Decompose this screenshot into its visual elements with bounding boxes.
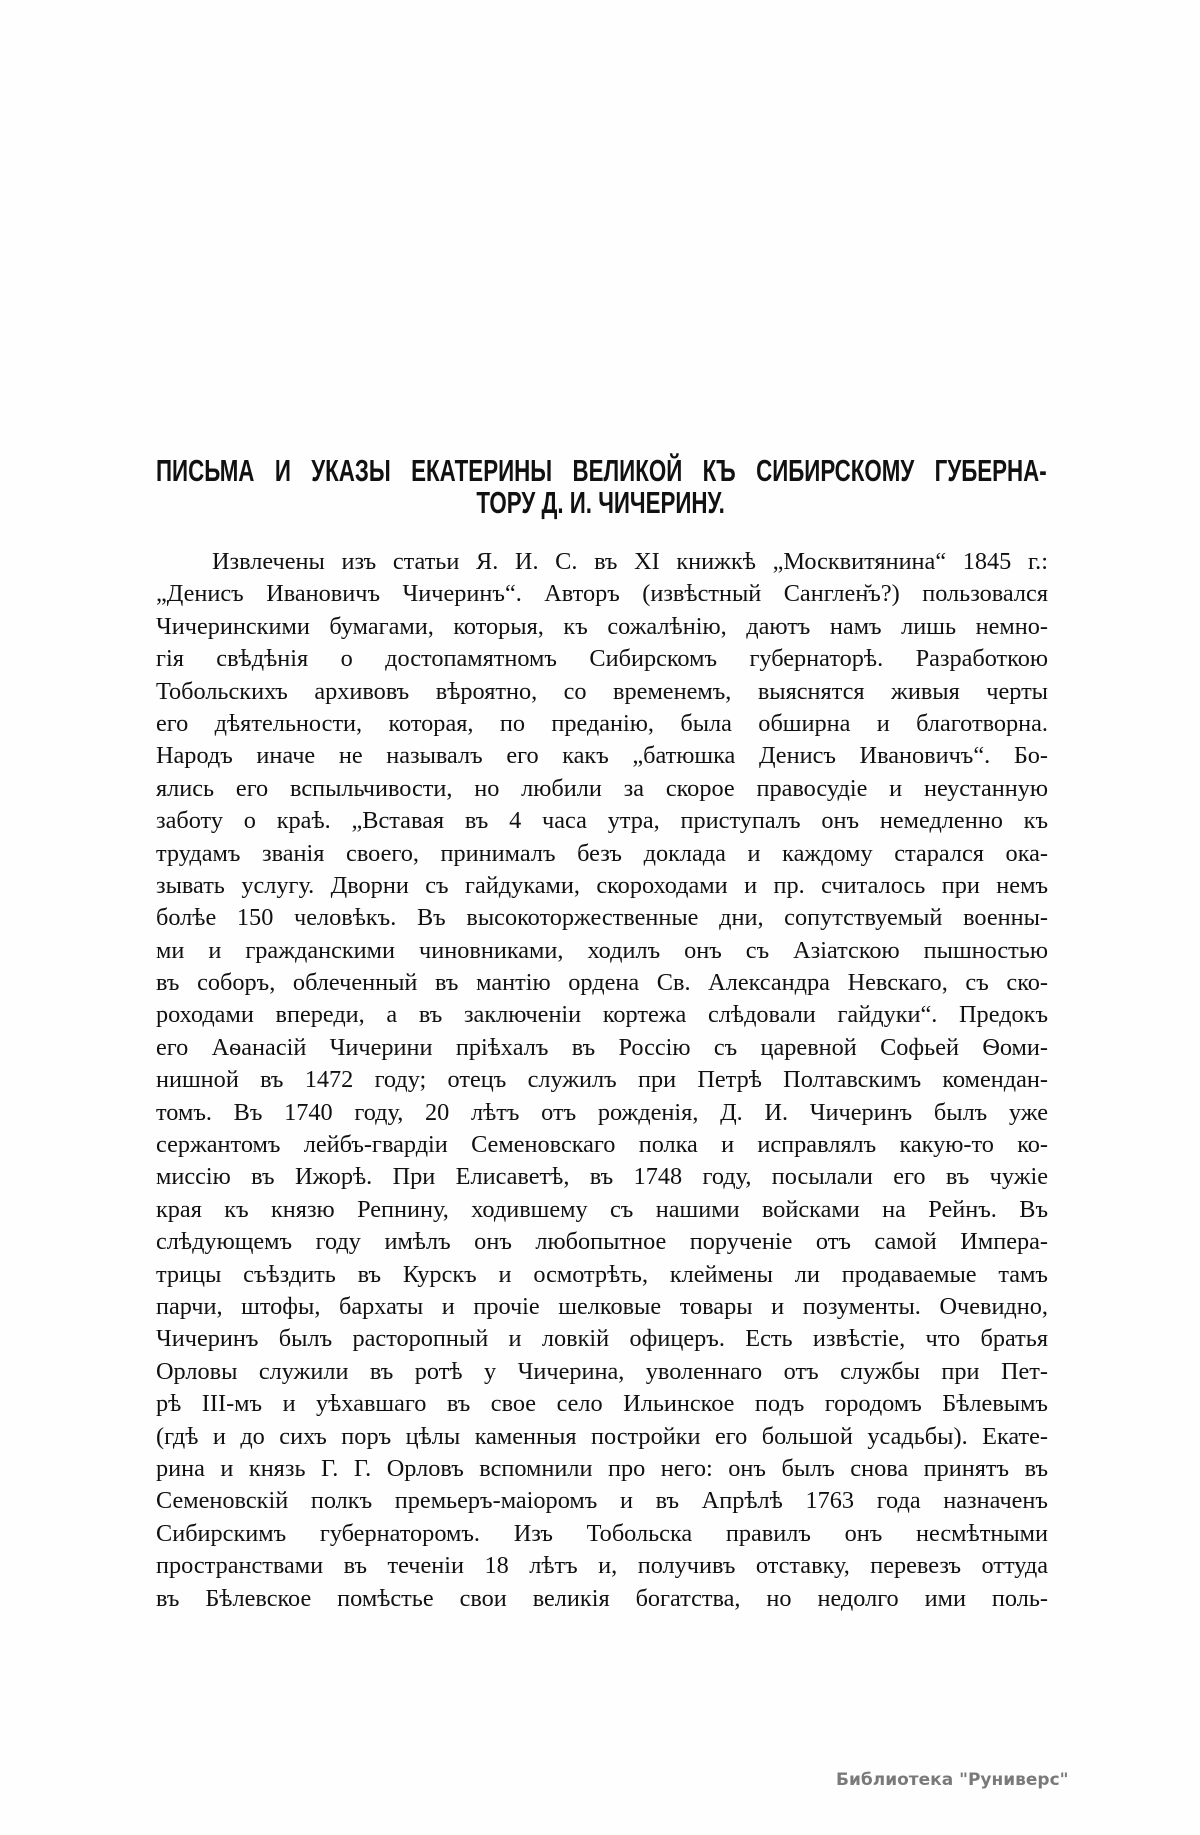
text-line-content: заботу о краѣ. „Вставая въ 4 часа утра, приступалъ онъ немедленно къ [156, 807, 1048, 835]
text-line-content: Народъ иначе не называлъ его какъ „батюшка Денисъ Ивановичъ“. Бо- [156, 742, 1048, 770]
text-line-content: трудамъ званія своего, принималъ безъ доклада и каждому старался ока- [156, 839, 1048, 867]
text-line-content: слѣдующемъ году имѣлъ онъ любопытное порученіе отъ самой Импера- [156, 1228, 1048, 1256]
text-line-content: Орловы служили въ ротѣ у Чичерина, уволеннаго отъ службы при Пет- [156, 1357, 1048, 1385]
text-line-content: трицы съѣздить въ Курскъ и осмотрѣть, клеймены ли продаваемые тамъ [156, 1260, 1048, 1288]
text-line-content: гія свѣдѣнія о достопамятномъ Сибирскомъ губернаторѣ. Разработкою [156, 645, 1048, 673]
text-line-content: нишной въ 1472 году; отецъ служилъ при Петрѣ Полтавскимъ комендан- [156, 1066, 1048, 1094]
text-line [156, 1097, 1048, 1129]
text-line [156, 611, 1048, 643]
text-line-content: роходами впереди, а въ заключеніи кортежа слѣдовали гайдуки“. Предокъ [156, 1001, 1048, 1029]
text-line [156, 1032, 1048, 1064]
text-line [156, 643, 1048, 675]
text-line-content: Чичеринъ былъ расторопный и ловкій офицеръ. Есть извѣстіе, что братья [156, 1325, 1048, 1353]
text-line [156, 967, 1048, 999]
text-line [156, 1323, 1048, 1355]
text-line [156, 1226, 1048, 1258]
text-line-content: рѣ III-мъ и уѣхавшаго въ свое село Ильинское подъ городомъ Бѣлевымъ [156, 1390, 1048, 1418]
text-line-content: „Денисъ Ивановичъ Чичеринъ“. Авторъ (извѣстный Санглен̆ъ?) пользовался [156, 580, 1048, 608]
text-line [156, 999, 1048, 1031]
text-line [156, 1194, 1048, 1226]
article-title-line-1: ПИСЬМА И УКАЗЫ ЕКАТЕРИНЫ ВЕЛИКОЙ КЪ СИБИРСКОМУ ГУБЕРНА- [156, 453, 1047, 488]
text-line-content: его дѣятельности, которая, по преданію, была обширна и благотворна. [156, 709, 1048, 737]
text-line-content: Извлечены изъ статьи Я. И. С. въ XI книжкѣ „Москвитянина“ 1845 г.: [212, 548, 1048, 575]
text-line [156, 1161, 1048, 1193]
text-line-content: его Аѳанасій Чичерини пріѣхалъ въ Россію съ царевной Софьей Ѳоми- [156, 1033, 1048, 1061]
text-line [156, 1064, 1048, 1096]
text-line-content: рина и князь Г. Г. Орловъ вспомнили про него: онъ былъ снова принятъ въ [156, 1454, 1048, 1482]
text-line [156, 546, 1048, 578]
text-line-content: въ Бѣлевское помѣстье свои великія богатства, но недолго ими поль- [156, 1584, 1048, 1612]
text-line [156, 740, 1048, 772]
text-line-content: (гдѣ и до сихъ поръ цѣлы каменныя постройки его большой усадьбы). Екате- [156, 1422, 1048, 1450]
text-line [156, 676, 1048, 708]
text-line-content: миссію въ Ижорѣ. При Елисаветѣ, въ 1748 году, посылали его въ чужіе [156, 1163, 1048, 1191]
text-line [156, 1583, 1048, 1615]
text-line-content: болѣе 150 человѣкъ. Въ высокоторжественные дни, сопутствуемый военны- [156, 904, 1048, 932]
text-line-content: Сибирскимъ губернаторомъ. Изъ Тобольска правилъ онъ несмѣтными [156, 1519, 1048, 1547]
text-line [156, 1356, 1048, 1388]
text-line [156, 1518, 1048, 1550]
text-line [156, 902, 1048, 934]
article-body [156, 546, 1048, 1615]
library-watermark: Библиотека "Руниверс" [836, 1770, 1069, 1790]
text-line [156, 935, 1048, 967]
text-line [156, 773, 1048, 805]
text-line [156, 805, 1048, 837]
text-line [156, 838, 1048, 870]
text-line-content: парчи, штофы, бархаты и прочіе шелковые товары и позументы. Очевидно, [156, 1292, 1048, 1320]
text-line [156, 1129, 1048, 1161]
text-line-content: ми и гражданскими чиновниками, ходилъ онъ съ Азіатскою пышностью [156, 936, 1048, 964]
text-line-content: зывать услугу. Дворни съ гайдуками, скороходами и пр. считалось при немъ [156, 871, 1048, 899]
text-line-content: сержантомъ лейбъ-гвардіи Семеновскаго полка и исправлялъ какую-то ко- [156, 1131, 1048, 1159]
text-line-content: Тобольскихъ архивовъ вѣроятно, со временемъ, выяснятся живыя черты [156, 677, 1048, 705]
text-line-content: пространствами въ теченіи 18 лѣтъ и, получивъ отставку, перевезъ оттуда [156, 1552, 1048, 1580]
text-line [156, 708, 1048, 740]
text-line [156, 870, 1048, 902]
text-line [156, 1388, 1048, 1420]
text-line-content: Семеновскій полкъ премьеръ-маіоромъ и въ Апрѣлѣ 1763 года назначенъ [156, 1487, 1048, 1515]
text-line [156, 1291, 1048, 1323]
text-line-content: томъ. Въ 1740 году, 20 лѣтъ отъ рожденія, Д. И. Чичеринъ былъ уже [156, 1098, 1048, 1126]
text-line [156, 1421, 1048, 1453]
text-line-content: въ соборъ, облеченный въ мантію ордена Св. Александра Невскаго, съ ско- [156, 969, 1048, 997]
text-line-content: ялись его вспыльчивости, но любили за скорое правосудіе и неустанную [156, 774, 1048, 802]
text-line [156, 578, 1048, 610]
text-line-content: края къ князю Репнину, ходившему съ нашими войсками на Рейнъ. Въ [156, 1195, 1048, 1223]
text-line [156, 1485, 1048, 1517]
text-line [156, 1453, 1048, 1485]
text-line [156, 1550, 1048, 1582]
text-line-content: Чичеринскими бумагами, которыя, къ сожалѣнію, даютъ намъ лишь немно- [156, 612, 1048, 640]
article-title-line-2: ТОРУ Д. И. ЧИЧЕРИНУ. [476, 485, 726, 520]
text-line [156, 1259, 1048, 1291]
